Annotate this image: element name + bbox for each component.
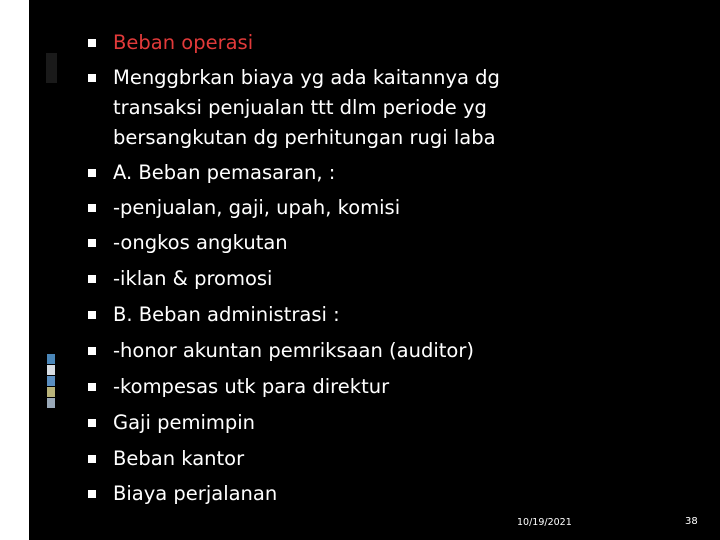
bullet-text: Menggbrkan biaya yg ada kaitannya dg transaksi penjualan ttt dlm periode yg bersangkutan dg perhitungan rugi laba: [113, 66, 500, 149]
bullet-text: -penjualan, gaji, upah, komisi: [113, 196, 401, 219]
square-bullet-icon: [88, 204, 96, 212]
square-bullet-icon: [88, 239, 96, 247]
bullet-text: -ongkos angkutan: [113, 231, 288, 254]
bullet-text: A. Beban pemasaran, :: [113, 161, 336, 184]
bullet-text: -kompesas utk para direktur: [113, 375, 390, 398]
square-bullet-icon: [88, 39, 96, 47]
bullet-text: Beban kantor: [113, 447, 245, 470]
page-number: 38: [685, 516, 698, 527]
bullet-text: -iklan & promosi: [113, 267, 273, 290]
footer-date: 10/19/2021: [517, 517, 572, 528]
bullet-text: Beban operasi: [113, 31, 254, 54]
square-bullet-icon: [88, 383, 96, 391]
square-bullet-icon: [88, 419, 96, 427]
square-bullet-icon: [88, 275, 96, 283]
bullet-text: -honor akuntan pemriksaan (auditor): [113, 339, 474, 362]
bullet-text: B. Beban administrasi :: [113, 303, 340, 326]
square-bullet-icon: [88, 74, 96, 82]
square-bullet-icon: [88, 455, 96, 463]
bullet-text: Gaji pemimpin: [113, 411, 256, 434]
square-bullet-icon: [88, 169, 96, 177]
square-bullet-icon: [88, 490, 96, 498]
square-bullet-icon: [88, 311, 96, 319]
bullet-text: Biaya perjalanan: [113, 482, 278, 505]
square-bullet-icon: [88, 347, 96, 355]
